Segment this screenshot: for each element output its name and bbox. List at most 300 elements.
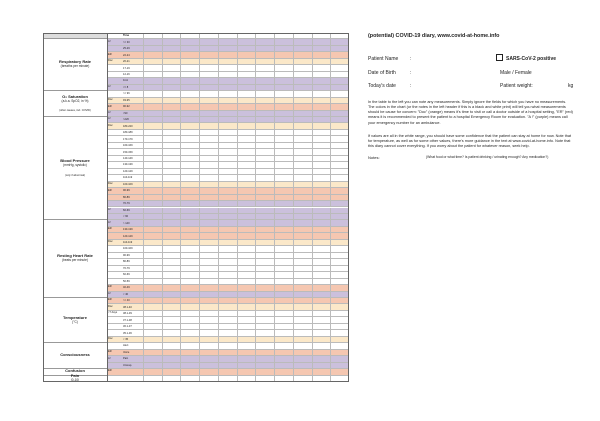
- measurement-cell[interactable]: [293, 279, 312, 284]
- measurement-cell[interactable]: [143, 246, 162, 251]
- measurement-cell[interactable]: [274, 279, 293, 284]
- measurement-cell[interactable]: [237, 85, 256, 90]
- measurement-cell[interactable]: [293, 98, 312, 103]
- measurement-cell[interactable]: [255, 136, 274, 141]
- measurement-cell[interactable]: [312, 304, 331, 309]
- measurement-cell[interactable]: [143, 324, 162, 329]
- measurement-cell[interactable]: [274, 324, 293, 329]
- measurement-cell[interactable]: [330, 104, 349, 109]
- measurement-cell[interactable]: [143, 350, 162, 355]
- measurement-cell[interactable]: [162, 162, 181, 167]
- measurement-cell[interactable]: [255, 350, 274, 355]
- measurement-cell[interactable]: [237, 311, 256, 316]
- measurement-cell[interactable]: [274, 369, 293, 374]
- measurement-cell[interactable]: [237, 182, 256, 187]
- measurement-cell[interactable]: [255, 85, 274, 90]
- measurement-cell[interactable]: [199, 363, 218, 368]
- measurement-cell[interactable]: [237, 169, 256, 174]
- measurement-cell[interactable]: [312, 123, 331, 128]
- measurement-cell[interactable]: [199, 343, 218, 348]
- measurement-cell[interactable]: [274, 343, 293, 348]
- measurement-cell[interactable]: [255, 52, 274, 57]
- measurement-cell[interactable]: [237, 91, 256, 96]
- measurement-cell[interactable]: [237, 201, 256, 206]
- measurement-cell[interactable]: [293, 356, 312, 361]
- measurement-cell[interactable]: [255, 304, 274, 309]
- measurement-cell[interactable]: [237, 324, 256, 329]
- measurement-cell[interactable]: [330, 227, 349, 232]
- measurement-cell[interactable]: [255, 356, 274, 361]
- measurement-cell[interactable]: [293, 324, 312, 329]
- measurement-cell[interactable]: [312, 208, 331, 213]
- measurement-cell[interactable]: [293, 162, 312, 167]
- measurement-cell[interactable]: [255, 98, 274, 103]
- measurement-cell[interactable]: [274, 220, 293, 225]
- measurement-cell[interactable]: [162, 85, 181, 90]
- measurement-cell[interactable]: [330, 363, 349, 368]
- measurement-cell[interactable]: [162, 52, 181, 57]
- measurement-cell[interactable]: [180, 298, 199, 303]
- measurement-cell[interactable]: [312, 272, 331, 277]
- measurement-cell[interactable]: [293, 343, 312, 348]
- measurement-cell[interactable]: [237, 317, 256, 322]
- measurement-cell[interactable]: [312, 201, 331, 206]
- measurement-cell[interactable]: [330, 195, 349, 200]
- measurement-cell[interactable]: [143, 78, 162, 83]
- measurement-cell[interactable]: [330, 65, 349, 70]
- measurement-cell[interactable]: [218, 227, 237, 232]
- measurement-cell[interactable]: [330, 356, 349, 361]
- measurement-cell[interactable]: [180, 111, 199, 116]
- measurement-cell[interactable]: [274, 117, 293, 122]
- measurement-cell[interactable]: [237, 227, 256, 232]
- measurement-cell[interactable]: [180, 246, 199, 251]
- measurement-cell[interactable]: [218, 266, 237, 271]
- measurement-cell[interactable]: [293, 317, 312, 322]
- measurement-cell[interactable]: [162, 214, 181, 219]
- measurement-cell[interactable]: [143, 337, 162, 342]
- measurement-cell[interactable]: [330, 214, 349, 219]
- measurement-cell[interactable]: [293, 304, 312, 309]
- measurement-cell[interactable]: [293, 182, 312, 187]
- measurement-cell[interactable]: [330, 220, 349, 225]
- measurement-cell[interactable]: [180, 369, 199, 374]
- measurement-cell[interactable]: [312, 104, 331, 109]
- measurement-cell[interactable]: [143, 91, 162, 96]
- measurement-cell[interactable]: [180, 98, 199, 103]
- measurement-cell[interactable]: [330, 78, 349, 83]
- measurement-cell[interactable]: [143, 214, 162, 219]
- measurement-cell[interactable]: [293, 227, 312, 232]
- measurement-cell[interactable]: [162, 72, 181, 77]
- measurement-cell[interactable]: [143, 317, 162, 322]
- measurement-cell[interactable]: [237, 363, 256, 368]
- measurement-cell[interactable]: [162, 98, 181, 103]
- measurement-cell[interactable]: [255, 39, 274, 44]
- measurement-cell[interactable]: [237, 259, 256, 264]
- measurement-cell[interactable]: [218, 130, 237, 135]
- measurement-cell[interactable]: [162, 188, 181, 193]
- measurement-cell[interactable]: [143, 201, 162, 206]
- measurement-cell[interactable]: [162, 279, 181, 284]
- measurement-cell[interactable]: [293, 72, 312, 77]
- measurement-cell[interactable]: [330, 369, 349, 374]
- measurement-cell[interactable]: [199, 33, 218, 38]
- measurement-cell[interactable]: [330, 330, 349, 335]
- measurement-cell[interactable]: [293, 266, 312, 271]
- measurement-cell[interactable]: [143, 304, 162, 309]
- measurement-cell[interactable]: [293, 220, 312, 225]
- measurement-cell[interactable]: [255, 156, 274, 161]
- measurement-cell[interactable]: [293, 272, 312, 277]
- measurement-cell[interactable]: [180, 46, 199, 51]
- measurement-cell[interactable]: [255, 233, 274, 238]
- measurement-cell[interactable]: [218, 156, 237, 161]
- measurement-cell[interactable]: [180, 253, 199, 258]
- measurement-cell[interactable]: [180, 149, 199, 154]
- measurement-cell[interactable]: [274, 111, 293, 116]
- measurement-cell[interactable]: [162, 376, 181, 381]
- measurement-cell[interactable]: [255, 33, 274, 38]
- measurement-cell[interactable]: [293, 246, 312, 251]
- measurement-cell[interactable]: [180, 356, 199, 361]
- measurement-cell[interactable]: [274, 65, 293, 70]
- measurement-cell[interactable]: [237, 214, 256, 219]
- measurement-cell[interactable]: [199, 46, 218, 51]
- measurement-cell[interactable]: [312, 220, 331, 225]
- measurement-cell[interactable]: [199, 227, 218, 232]
- measurement-cell[interactable]: [199, 136, 218, 141]
- measurement-cell[interactable]: [162, 130, 181, 135]
- measurement-cell[interactable]: [180, 292, 199, 297]
- measurement-cell[interactable]: [199, 246, 218, 251]
- measurement-cell[interactable]: [330, 72, 349, 77]
- measurement-cell[interactable]: [293, 195, 312, 200]
- measurement-cell[interactable]: [199, 188, 218, 193]
- measurement-cell[interactable]: [274, 156, 293, 161]
- measurement-cell[interactable]: [143, 195, 162, 200]
- measurement-cell[interactable]: [199, 279, 218, 284]
- measurement-cell[interactable]: [330, 201, 349, 206]
- measurement-cell[interactable]: [312, 240, 331, 245]
- measurement-cell[interactable]: [312, 292, 331, 297]
- measurement-cell[interactable]: [218, 311, 237, 316]
- measurement-cell[interactable]: [162, 91, 181, 96]
- measurement-cell[interactable]: [162, 246, 181, 251]
- measurement-cell[interactable]: [312, 214, 331, 219]
- measurement-cell[interactable]: [199, 85, 218, 90]
- measurement-cell[interactable]: [255, 65, 274, 70]
- measurement-cell[interactable]: [274, 136, 293, 141]
- measurement-cell[interactable]: [312, 266, 331, 271]
- measurement-cell[interactable]: [237, 149, 256, 154]
- measurement-cell[interactable]: [255, 188, 274, 193]
- measurement-cell[interactable]: [199, 78, 218, 83]
- measurement-cell[interactable]: [162, 292, 181, 297]
- measurement-cell[interactable]: [330, 350, 349, 355]
- measurement-cell[interactable]: [218, 240, 237, 245]
- measurement-cell[interactable]: [162, 33, 181, 38]
- measurement-cell[interactable]: [199, 52, 218, 57]
- measurement-cell[interactable]: [180, 279, 199, 284]
- measurement-cell[interactable]: [274, 259, 293, 264]
- measurement-cell[interactable]: [218, 208, 237, 213]
- measurement-cell[interactable]: [143, 143, 162, 148]
- measurement-cell[interactable]: [237, 39, 256, 44]
- measurement-cell[interactable]: [293, 130, 312, 135]
- measurement-cell[interactable]: [293, 78, 312, 83]
- measurement-cell[interactable]: [312, 311, 331, 316]
- measurement-cell[interactable]: [330, 240, 349, 245]
- measurement-cell[interactable]: [162, 311, 181, 316]
- measurement-cell[interactable]: [330, 136, 349, 141]
- measurement-cell[interactable]: [255, 311, 274, 316]
- measurement-cell[interactable]: [312, 149, 331, 154]
- measurement-cell[interactable]: [143, 311, 162, 316]
- measurement-cell[interactable]: [199, 195, 218, 200]
- measurement-cell[interactable]: [237, 117, 256, 122]
- measurement-cell[interactable]: [218, 214, 237, 219]
- measurement-cell[interactable]: [255, 59, 274, 64]
- measurement-cell[interactable]: [237, 279, 256, 284]
- measurement-cell[interactable]: [143, 369, 162, 374]
- measurement-cell[interactable]: [330, 123, 349, 128]
- measurement-cell[interactable]: [162, 46, 181, 51]
- measurement-cell[interactable]: [312, 330, 331, 335]
- measurement-cell[interactable]: [237, 337, 256, 342]
- measurement-cell[interactable]: [162, 156, 181, 161]
- measurement-cell[interactable]: [274, 253, 293, 258]
- measurement-cell[interactable]: [199, 285, 218, 290]
- measurement-cell[interactable]: [199, 330, 218, 335]
- measurement-cell[interactable]: [162, 363, 181, 368]
- measurement-cell[interactable]: [162, 220, 181, 225]
- measurement-cell[interactable]: [218, 162, 237, 167]
- measurement-cell[interactable]: [274, 285, 293, 290]
- measurement-cell[interactable]: [274, 227, 293, 232]
- measurement-cell[interactable]: [143, 72, 162, 77]
- measurement-cell[interactable]: [218, 343, 237, 348]
- measurement-cell[interactable]: [274, 311, 293, 316]
- measurement-cell[interactable]: [218, 85, 237, 90]
- measurement-cell[interactable]: [162, 272, 181, 277]
- measurement-cell[interactable]: [218, 337, 237, 342]
- measurement-cell[interactable]: [199, 317, 218, 322]
- measurement-cell[interactable]: [312, 33, 331, 38]
- measurement-cell[interactable]: [255, 227, 274, 232]
- measurement-cell[interactable]: [199, 337, 218, 342]
- measurement-cell[interactable]: [237, 376, 256, 381]
- measurement-cell[interactable]: [143, 285, 162, 290]
- measurement-cell[interactable]: [199, 304, 218, 309]
- measurement-cell[interactable]: [162, 356, 181, 361]
- measurement-cell[interactable]: [293, 59, 312, 64]
- measurement-cell[interactable]: [162, 324, 181, 329]
- measurement-cell[interactable]: [255, 111, 274, 116]
- measurement-cell[interactable]: [162, 298, 181, 303]
- measurement-cell[interactable]: [218, 259, 237, 264]
- measurement-cell[interactable]: [143, 46, 162, 51]
- measurement-cell[interactable]: [218, 182, 237, 187]
- measurement-cell[interactable]: [180, 175, 199, 180]
- measurement-cell[interactable]: [330, 266, 349, 271]
- measurement-cell[interactable]: [237, 33, 256, 38]
- measurement-cell[interactable]: [330, 111, 349, 116]
- measurement-cell[interactable]: [180, 156, 199, 161]
- measurement-cell[interactable]: [312, 279, 331, 284]
- measurement-cell[interactable]: [143, 363, 162, 368]
- measurement-cell[interactable]: [293, 39, 312, 44]
- measurement-cell[interactable]: [293, 253, 312, 258]
- measurement-cell[interactable]: [180, 220, 199, 225]
- measurement-cell[interactable]: [312, 52, 331, 57]
- measurement-cell[interactable]: [293, 233, 312, 238]
- measurement-cell[interactable]: [293, 363, 312, 368]
- measurement-cell[interactable]: [237, 208, 256, 213]
- measurement-cell[interactable]: [330, 304, 349, 309]
- measurement-cell[interactable]: [180, 317, 199, 322]
- measurement-cell[interactable]: [180, 78, 199, 83]
- measurement-cell[interactable]: [218, 98, 237, 103]
- measurement-cell[interactable]: [293, 259, 312, 264]
- measurement-cell[interactable]: [274, 143, 293, 148]
- measurement-cell[interactable]: [143, 240, 162, 245]
- measurement-cell[interactable]: [255, 317, 274, 322]
- measurement-cell[interactable]: [330, 52, 349, 57]
- measurement-cell[interactable]: [162, 111, 181, 116]
- measurement-cell[interactable]: [218, 356, 237, 361]
- measurement-cell[interactable]: [274, 104, 293, 109]
- measurement-cell[interactable]: [255, 143, 274, 148]
- measurement-cell[interactable]: [180, 240, 199, 245]
- measurement-cell[interactable]: [218, 39, 237, 44]
- measurement-cell[interactable]: [274, 182, 293, 187]
- measurement-cell[interactable]: [274, 272, 293, 277]
- measurement-cell[interactable]: [293, 33, 312, 38]
- measurement-cell[interactable]: [162, 175, 181, 180]
- measurement-cell[interactable]: [255, 169, 274, 174]
- measurement-cell[interactable]: [180, 259, 199, 264]
- measurement-cell[interactable]: [330, 117, 349, 122]
- measurement-cell[interactable]: [274, 240, 293, 245]
- measurement-cell[interactable]: [199, 117, 218, 122]
- measurement-cell[interactable]: [180, 195, 199, 200]
- measurement-cell[interactable]: [218, 104, 237, 109]
- measurement-cell[interactable]: [312, 195, 331, 200]
- measurement-cell[interactable]: [274, 292, 293, 297]
- measurement-cell[interactable]: [180, 162, 199, 167]
- measurement-cell[interactable]: [312, 175, 331, 180]
- measurement-cell[interactable]: [293, 149, 312, 154]
- measurement-cell[interactable]: [237, 175, 256, 180]
- measurement-cell[interactable]: [237, 369, 256, 374]
- measurement-cell[interactable]: [330, 292, 349, 297]
- measurement-cell[interactable]: [199, 369, 218, 374]
- measurement-cell[interactable]: [274, 376, 293, 381]
- measurement-cell[interactable]: [180, 39, 199, 44]
- measurement-cell[interactable]: [199, 65, 218, 70]
- measurement-cell[interactable]: [274, 304, 293, 309]
- measurement-cell[interactable]: [255, 182, 274, 187]
- measurement-cell[interactable]: [162, 78, 181, 83]
- measurement-cell[interactable]: [293, 240, 312, 245]
- measurement-cell[interactable]: [255, 214, 274, 219]
- measurement-cell[interactable]: [199, 104, 218, 109]
- measurement-cell[interactable]: [255, 324, 274, 329]
- measurement-cell[interactable]: [162, 149, 181, 154]
- measurement-cell[interactable]: [218, 330, 237, 335]
- measurement-cell[interactable]: [218, 304, 237, 309]
- measurement-cell[interactable]: [293, 117, 312, 122]
- measurement-cell[interactable]: [143, 162, 162, 167]
- measurement-cell[interactable]: [330, 156, 349, 161]
- measurement-cell[interactable]: [199, 98, 218, 103]
- measurement-cell[interactable]: [162, 39, 181, 44]
- measurement-cell[interactable]: [180, 52, 199, 57]
- measurement-cell[interactable]: [143, 220, 162, 225]
- measurement-cell[interactable]: [180, 123, 199, 128]
- measurement-cell[interactable]: [312, 72, 331, 77]
- measurement-cell[interactable]: [255, 46, 274, 51]
- measurement-cell[interactable]: [312, 356, 331, 361]
- measurement-cell[interactable]: [255, 162, 274, 167]
- measurement-cell[interactable]: [218, 52, 237, 57]
- measurement-cell[interactable]: [255, 337, 274, 342]
- measurement-cell[interactable]: [255, 220, 274, 225]
- measurement-cell[interactable]: [274, 201, 293, 206]
- measurement-cell[interactable]: [162, 143, 181, 148]
- measurement-cell[interactable]: [237, 59, 256, 64]
- measurement-cell[interactable]: [293, 369, 312, 374]
- measurement-cell[interactable]: [237, 156, 256, 161]
- measurement-cell[interactable]: [237, 285, 256, 290]
- measurement-cell[interactable]: [199, 156, 218, 161]
- measurement-cell[interactable]: [255, 117, 274, 122]
- measurement-cell[interactable]: [312, 246, 331, 251]
- measurement-cell[interactable]: [274, 363, 293, 368]
- measurement-cell[interactable]: [237, 292, 256, 297]
- measurement-cell[interactable]: [199, 350, 218, 355]
- measurement-cell[interactable]: [237, 162, 256, 167]
- measurement-cell[interactable]: [237, 111, 256, 116]
- measurement-cell[interactable]: [330, 298, 349, 303]
- measurement-cell[interactable]: [218, 59, 237, 64]
- measurement-cell[interactable]: [312, 98, 331, 103]
- measurement-cell[interactable]: [180, 324, 199, 329]
- measurement-cell[interactable]: [312, 298, 331, 303]
- measurement-cell[interactable]: [237, 240, 256, 245]
- measurement-cell[interactable]: [330, 317, 349, 322]
- measurement-cell[interactable]: [143, 266, 162, 271]
- measurement-cell[interactable]: [143, 208, 162, 213]
- measurement-cell[interactable]: [162, 233, 181, 238]
- measurement-cell[interactable]: [274, 78, 293, 83]
- measurement-cell[interactable]: [237, 266, 256, 271]
- measurement-cell[interactable]: [330, 59, 349, 64]
- measurement-cell[interactable]: [255, 279, 274, 284]
- measurement-cell[interactable]: [255, 195, 274, 200]
- measurement-cell[interactable]: [330, 376, 349, 381]
- measurement-cell[interactable]: [218, 136, 237, 141]
- measurement-cell[interactable]: [199, 111, 218, 116]
- measurement-cell[interactable]: [162, 266, 181, 271]
- measurement-cell[interactable]: [293, 104, 312, 109]
- measurement-cell[interactable]: [330, 162, 349, 167]
- measurement-cell[interactable]: [162, 285, 181, 290]
- measurement-cell[interactable]: [274, 52, 293, 57]
- measurement-cell[interactable]: [330, 233, 349, 238]
- measurement-cell[interactable]: [274, 91, 293, 96]
